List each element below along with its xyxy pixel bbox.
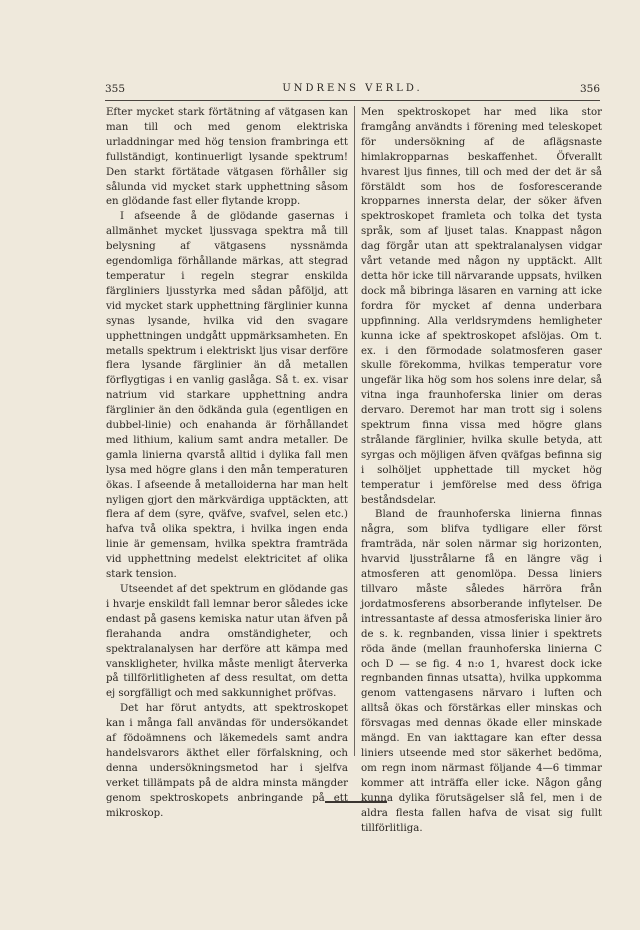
right-paragraph-2: Bland de fraunhoferska linierna finnas några, som blifva tydligare eller först framträda, när solen närmar sig horizonten, hvarvid ljusstrålarne få en längre väg i atmosferen att genomlöpa. Dessa liniers tillvaro måste således härröra från jordatmosferens absorberande inflytelser. De intressantaste af dessa atmosferiska linier äro de s. k. regnbanden, vissa linier i spektrets röda ände (mellan fraunhoferska linierna C och D — se fig. 4 n:o 1, hvarest dock icke regnbanden finnas utsatta), hvilka uppkomma genom vattengasens närvaro i luften och alltså ökas och förstärkas eller minskas och försvagas med dennas ökade eller minskade mängd. En van iakttagare kan efter dessa liniers utseende med stor säkerhet bedöma, om regn inom närmast följande 4—6 timmar kommer att inträffa eller icke. Någon gång kunna dylika förutsägelser slå fel, men i de aldra flesta fallen hafva de visat sig fullt tillförlitliga. bbox=[361, 509, 602, 834]
left-paragraph-4: Det har förut antydts, att spektroskopet kan i många fall användas för undersökandet af födoämnens och läkemedels samt andra handelsvarors äkthet eller förfalskning, och denna undersökningsmetod har i sjelfva verket tillämpats på de aldra minsta mängder genom spektroskopets anbringande på ett mikroskop. bbox=[106, 703, 348, 819]
column-divider bbox=[354, 106, 355, 756]
left-paragraph-1: Efter mycket stark förtätning af vätgasen kan man till och med genom elektriska urladdningar med hög tension frambringa ett fullständigt, kontinuerligt lysande spektrum! Den starkt förtätade vätgasen förhåller sig sålunda vid mycket stark upphettning såsom en glödande fast eller flytande kropp. bbox=[106, 107, 348, 208]
left-column bbox=[106, 106, 348, 822]
right-paragraph-1: Men spektroskopet har med lika stor framgång användts i förening med teleskopet för undersökning af de aflägsnaste himlakropparnas beskaffenhet. Öfverallt hvarest ljus finnes, till och med der det är så förstäldt som hos de fosforescerande kropparnes innersta delar, der söker äfven spektroskopet framleta och tolka det tysta språk, som af ljuset talas. Knappast någon dag förgår utan att spektralanalysen vidgar vårt vetande med någon ny upptäckt. Allt detta hör icke till närvarande uppsats, hvilken dock må bibringa läsaren en varning att icke fordra för mycket af denna underbara uppfinning. Alla verldsrymdens hemligheter kunna icke af spektroskopet afslöjas. Om t. ex. i den förmodade solatmosferen gaser skulle förekomma, hvilkas temperatur vore ungefär lika hög som hos solens inre delar, så vitna inga fraunhoferska linier om deras dervaro. Deremot har man trott sig i solens spektrum finna vissa med högre glans strålande färglinier, hvilka skulle betyda, att syrgas och möjligen äfven qväfgas befinna sig i solhöljet upphettade till mycket hög temperatur i jemförelse med dess öfriga beståndsdelar. bbox=[361, 107, 602, 506]
running-head: UNDRENS VERLD. bbox=[282, 83, 423, 94]
page-header bbox=[105, 81, 600, 97]
page-number-right: 356 bbox=[579, 83, 600, 95]
left-paragraph-3: Utseendet af det spektrum en glödande gas i hvarje enskildt fall lemnar beror således icke endast på gasens kemiska natur utan äfven på flerahanda andra omständigheter, och spektralanalysen har derföre att kämpa med vanskligheter, hvilka måste menligt återverka på tillförlitligheten af dess resultat, om detta ej sorgfälligt och med sakkunnighet pröfvas. bbox=[106, 584, 348, 700]
end-rule bbox=[325, 801, 387, 803]
header-rule bbox=[105, 100, 600, 101]
left-paragraph-2: I afseende å de glödande gasernas i allmänhet mycket ljussvaga spektra må till belysning af vätgasens nyssnämda egendomliga förhållande märkas, att stegrad temperatur i regeln stegrar enskilda färgliniers ljusstyrka med sådan påföljd, att vid mycket stark upphettning färglinier kunna synas lysande, hvilka vid den svagare upphettningen undgått uppmärksamheten. En metalls spektrum i elektriskt ljus visar derföre flera lysande färglinier än då metallen förflygtigas i en vanlig gaslåga. Så t. ex. visar natrium vid starkare upphettning andra färglinier än den ödkända gula (egentligen en dubbel-linie) och enahanda är förhållandet med lithium, kalium samt andra metaller. De gamla linierna qvarstå alltid i dylika fall men lysa med högre glans i den mån temperaturen ökas. I afseende å metalloiderna har man helt nyligen gjort den märkvärdiga upptäckten, att flera af dem (syre, qväfve, svafvel, selen etc.) hafva två olika spektra, i hvilka ingen enda linie är gemensam, hvilka spektra framträda vid upphettning medelst elektricitet af olika stark tension. bbox=[106, 211, 348, 581]
right-column bbox=[361, 106, 602, 836]
page-number-left: 355 bbox=[105, 83, 126, 95]
